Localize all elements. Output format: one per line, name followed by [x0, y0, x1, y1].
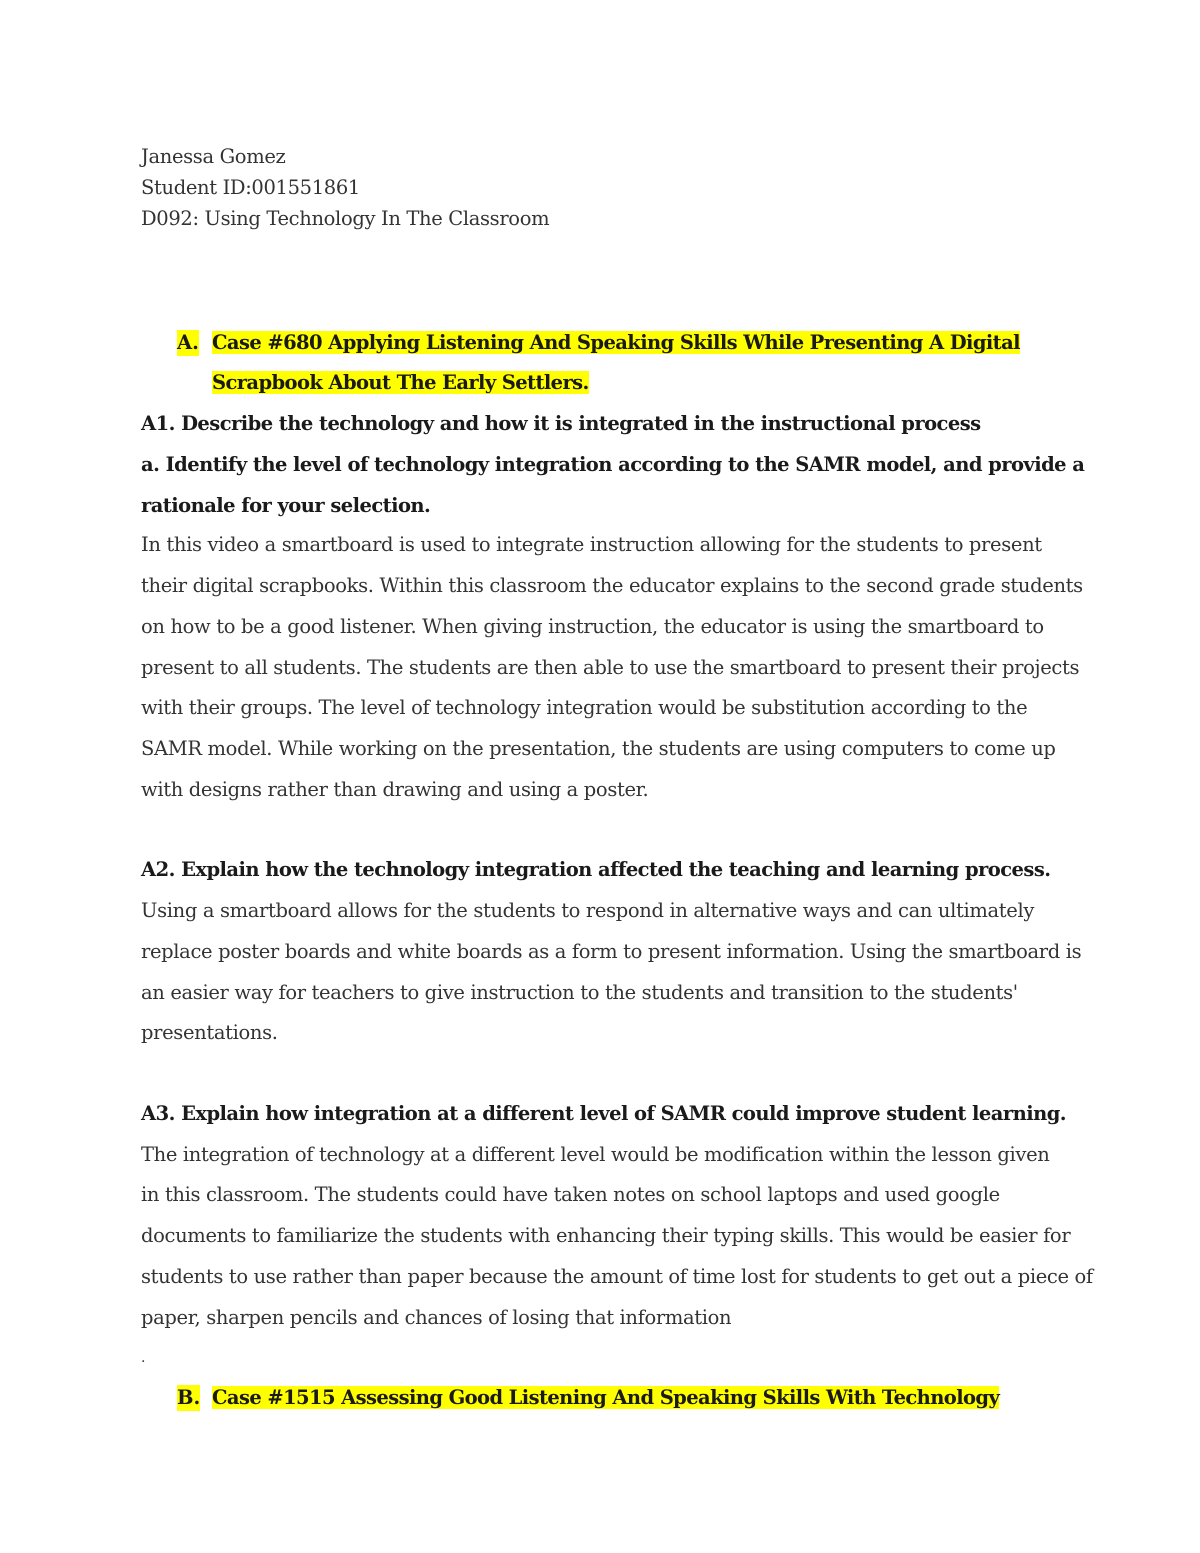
a3-body-line: The integration of technology at a different level would be modification within the lesson given [141, 1143, 1050, 1166]
student-id: Student ID:001551861 [141, 176, 360, 199]
section-b-letter: B. [177, 1386, 201, 1409]
a3-body-line: documents to familiarize the students with enhancing their typing skills. This would be easier for [141, 1224, 1071, 1247]
a1-body-line: with their groups. The level of technology integration would be substitution according to the [141, 696, 1028, 719]
a1-body-line: their digital scrapbooks. Within this classroom the educator explains to the second grade students [141, 574, 1083, 597]
section-a-title-line1: Case #680 Applying Listening And Speaking Skills While Presenting A Digital [212, 331, 1020, 354]
section-b-title: Case #1515 Assessing Good Listening And Speaking Skills With Technology [212, 1386, 1000, 1409]
a1-subquestion-line2: rationale for your selection. [141, 494, 431, 517]
a3-body-line: in this classroom. The students could have taken notes on school laptops and used google [141, 1183, 1000, 1206]
section-a-title-line2: Scrapbook About The Early Settlers. [212, 371, 589, 394]
a1-body-line: SAMR model. While working on the presentation, the students are using computers to come up [141, 737, 1056, 760]
a3-heading: A3. Explain how integration at a different level of SAMR could improve student learning. [141, 1102, 1067, 1125]
a2-body-line: an easier way for teachers to give instruction to the students and transition to the students' [141, 981, 1018, 1004]
a3-body-line: students to use rather than paper because the amount of time lost for students to get out a piece of [141, 1265, 1093, 1288]
a1-body-line: In this video a smartboard is used to integrate instruction allowing for the students to present [141, 533, 1042, 556]
a2-body-line: presentations. [141, 1021, 278, 1044]
a1-body-line: with designs rather than drawing and using a poster. [141, 778, 649, 801]
course-title: D092: Using Technology In The Classroom [141, 207, 550, 230]
student-name: Janessa Gomez [141, 145, 286, 168]
trailing-period: . [141, 1350, 146, 1366]
a2-body-line: Using a smartboard allows for the students to respond in alternative ways and can ultimately [141, 899, 1035, 922]
a2-body-line: replace poster boards and white boards as a form to present information. Using the smartboard is [141, 940, 1082, 963]
a1-subquestion-line1: a. Identify the level of technology integration according to the SAMR model, and provide a [141, 453, 1085, 476]
a3-body-line: paper, sharpen pencils and chances of losing that information [141, 1306, 732, 1329]
a1-body-line: on how to be a good listener. When giving instruction, the educator is using the smartboard to [141, 615, 1044, 638]
section-a-letter: A. [177, 331, 199, 354]
a1-body-line: present to all students. The students are then able to use the smartboard to present their projects [141, 656, 1080, 679]
a1-heading: A1. Describe the technology and how it is integrated in the instructional process [141, 412, 981, 435]
a2-heading: A2. Explain how the technology integration affected the teaching and learning process. [141, 858, 1051, 881]
